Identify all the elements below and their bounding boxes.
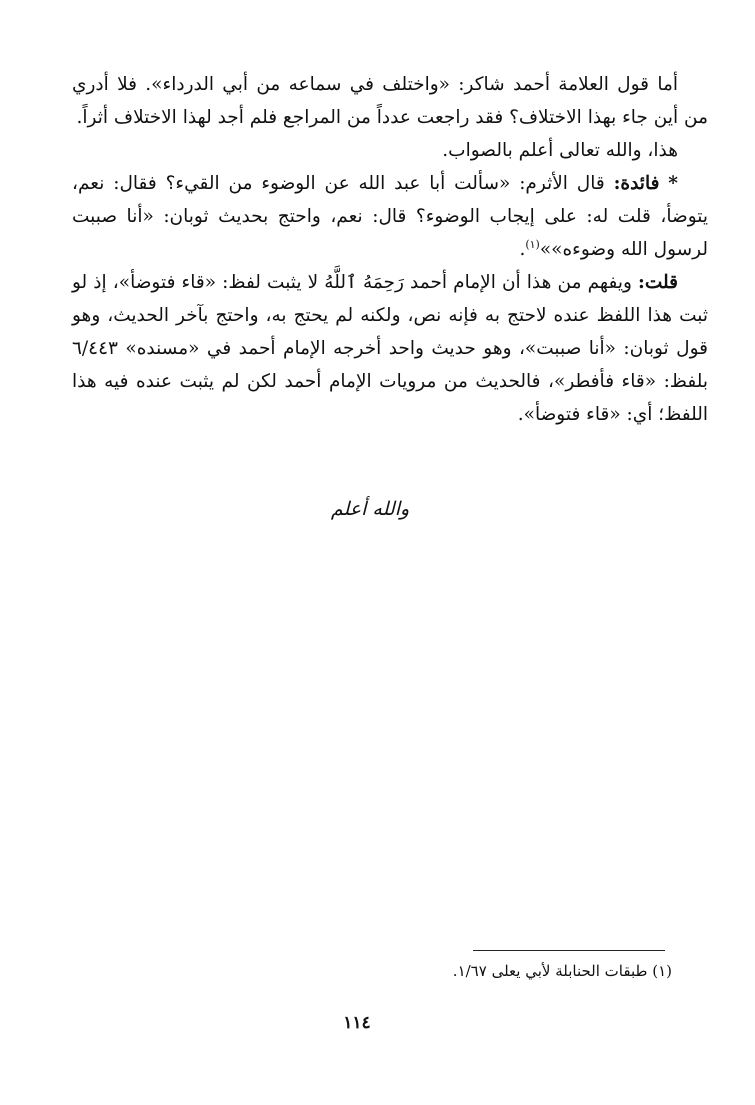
main-text-block [72, 68, 708, 431]
footnote [300, 958, 672, 984]
footnote-divider [473, 950, 665, 951]
paragraph-3-text: قال الأثرم: «سألت أبا عبد الله عن الوضوء من القيء؟ فقال: نعم، يتوضأ، قلت له: على إيجاب الوضوء؟ قال: نعم، واحتج بحديث ثوبان: «أنا صببت لرسول الله وضوءه»» [72, 173, 708, 260]
paragraph-2: هذا، والله تعالى أعلم بالصواب. [442, 140, 678, 161]
page-number: ١١٤ [343, 1013, 371, 1033]
asterisk-marker: * [668, 173, 678, 194]
footnote-reference[interactable]: (١) [525, 237, 540, 251]
benefit-heading: فائدة: [613, 173, 660, 194]
paragraph-3-end: . [519, 239, 526, 260]
paragraph-4-text: ويفهم من هذا أن الإمام أحمد رَحِمَهُ ٱللَّهُ لا يثبت لفظ: «قاء فتوضأ»، إذ لو ثبت هذا اللفظ عنده لاحتج به فإنه نص، ولكنه لم يحتج به، واحتج بآخر الحديث، وهو قول ثوبان: «أنا صببت»، وهو حديث واحد أخرجه الإمام أحمد في «مسنده» ٦/٤٤٣ بلفظ: «قاء فأفطر»، فالحديث من مرويات الإمام أحمد لكن لم يثبت عنده فيه هذا اللفظ؛ أي: «قاء فتوضأ». [72, 272, 708, 425]
paragraph-4 [72, 266, 708, 431]
footnote-number: (١) [652, 962, 672, 980]
closing-phrase: والله أعلم [330, 498, 410, 520]
qultu-heading: قلت: [638, 272, 678, 293]
paragraph-3 [72, 167, 708, 266]
paragraph-1: أما قول العلامة أحمد شاكر: «واختلف في سماعه من أبي الدرداء». فلا أدري من أين جاء بهذا الاختلاف؟ فقد راجعت عدداً من المراجع فلم أجد لهذا الاختلاف أثراً. [72, 74, 708, 128]
footnote-text: طبقات الحنابلة لأبي يعلى ١/٦٧. [452, 962, 648, 980]
